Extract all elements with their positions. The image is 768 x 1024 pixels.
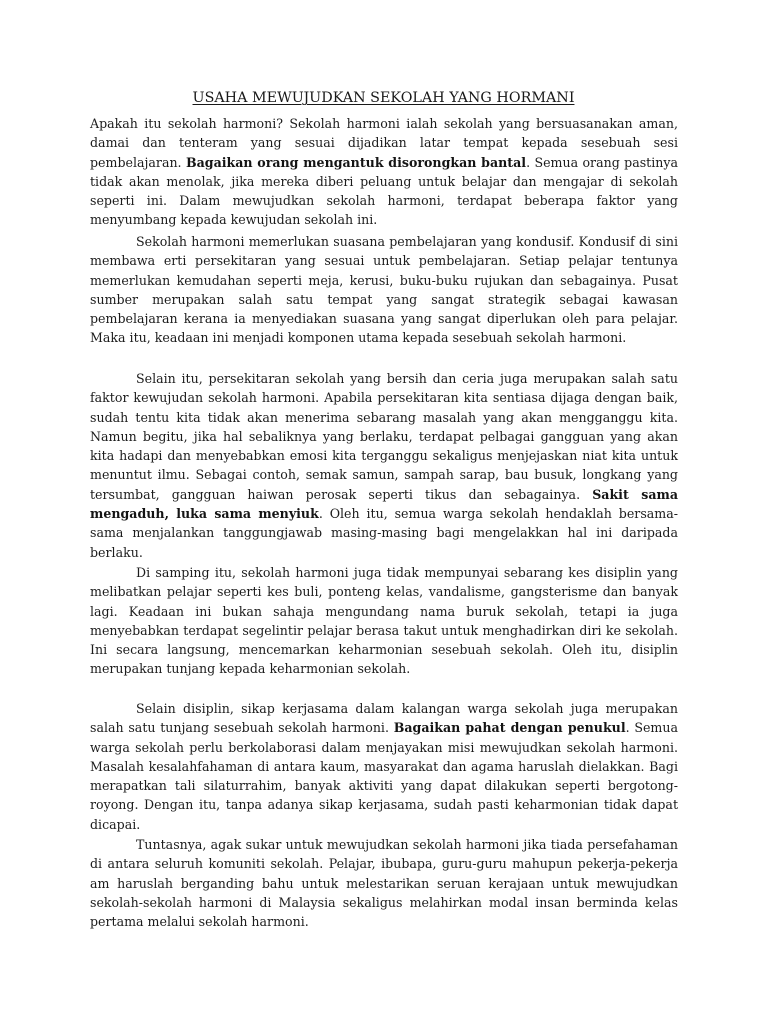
- bold-peribahasa: Bagaikan orang mengantuk disorongkan bantal: [185, 154, 527, 170]
- paragraph-text: . Oleh itu, semua warga sekolah hendaklah bersama-sama menjalankan tanggungjawab masing-masing bagi mengelakkan hal ini daripada berlaku.: [90, 506, 678, 560]
- paragraph-kerjasama: [90, 699, 678, 834]
- paragraph-text: Apakah itu sekolah harmoni? Sekolah harmoni ialah sekolah yang bersuasanakan aman, damai dan tenteram yang sesuai dijadikan latar tempat kepada sesebuah sesi pembelajaran.: [90, 116, 678, 170]
- paragraph-kesimpulan: Tuntasnya, agak sukar untuk mewujudkan sekolah harmoni jika tiada persefahaman di antara seluruh komuniti sekolah. Pelajar, ibubapa, guru-guru mahupun pekerja-pekerja am haruslah berganding bahu untuk melestarikan seruan kerajaan untuk mewujudkan sekolah-sekolah harmoni di Malaysia sekaligus melahirkan modal insan berminda kelas pertama melalui sekolah harmoni.: [90, 837, 678, 930]
- document-title: USAHA MEWUJUDKAN SEKOLAH YANG HORMANI: [192, 90, 575, 106]
- paragraph-text: Selain disiplin, sikap kerjasama dalam kalangan warga sekolah juga merupakan salah satu tunjang sesebuah sekolah harmoni.: [90, 701, 678, 736]
- paragraph-persekitaran: [90, 369, 678, 562]
- paragraph-disiplin: Di samping itu, sekolah harmoni juga tidak mempunyai sebarang kes disiplin yang melibatkan pelajar seperti kes buli, ponteng kelas, vandalisme, gangsterisme dan banyak lagi. Keadaan ini bukan sahaja mengundang nama buruk sekolah, tetapi ia juga menyebabkan terdapat segelintir pelajar berasa takut untuk menghadirkan diri ke sekolah. Ini secara langsung, mencemarkan keharmonian sesebuah sekolah. Oleh itu, disiplin merupakan tunjang kepada keharmonian sekolah.: [90, 565, 678, 677]
- bold-peribahasa: Bagaikan pahat dengan penukul: [393, 720, 626, 736]
- paragraph-introduction: [90, 114, 678, 230]
- paragraph-text: Selain itu, persekitaran sekolah yang bersih dan ceria juga merupakan salah satu faktor kewujudan sekolah harmoni. Apabila persekitaran kita sentiasa dijaga dengan baik, sudah tentu kita tidak akan menerima sebarang masalah yang akan mengganggu kita. Namun begitu, jika hal sebaliknya yang berlaku, terdapat pelbagai gangguan yang akan kita hadapi dan menyebabkan emosi kita terganggu sekaligus menjejaskan niat kita untuk menuntut ilmu. Sebagai contoh, semak samun, sampah sarap, bau busuk, longkang yang tersumbat, gangguan haiwan perosak seperti tikus dan sebagainya.: [90, 371, 678, 502]
- paragraph-text: . Semua orang pastinya tidak akan menolak, jika mereka diberi peluang untuk belajar dan mengajar di sekolah seperti ini. Dalam mewujudkan sekolah harmoni, terdapat beberapa faktor yang menyumbang kepada kewujudan sekolah ini.: [90, 154, 678, 228]
- paragraph-text: . Semua warga sekolah perlu berkolaborasi dalam menjayakan misi mewujudkan sekolah harmoni. Masalah kesalahfahaman di antara kaum, masyarakat dan agama haruslah dielakkan. Bagi merapatkan tali silaturrahim, banyak aktiviti yang dapat dilakukan seperti bergotong-royong. Dengan itu, tanpa adanya sikap kerjasama, sudah pasti keharmonian tidak dapat dicapai.: [90, 720, 678, 832]
- bold-peribahasa: Sakit sama mengaduh, luka sama menyiuk: [90, 486, 678, 522]
- paragraph-suasana-kondusif: Sekolah harmoni memerlukan suasana pembelajaran yang kondusif. Kondusif di sini membawa erti persekitaran yang sesuai untuk pembelajaran. Setiap pelajar tentunya memerlukan kemudahan seperti meja, kerusi, buku-buku rujukan dan sebagainya. Pusat sumber merupakan salah satu tempat yang sangat strategik sebagai kawasan pembelajaran kerana ia menyediakan suasana yang sangat diperlukan oleh para pelajar. Maka itu, keadaan ini menjadi komponen utama kepada sesebuah sekolah harmoni.: [90, 234, 678, 346]
